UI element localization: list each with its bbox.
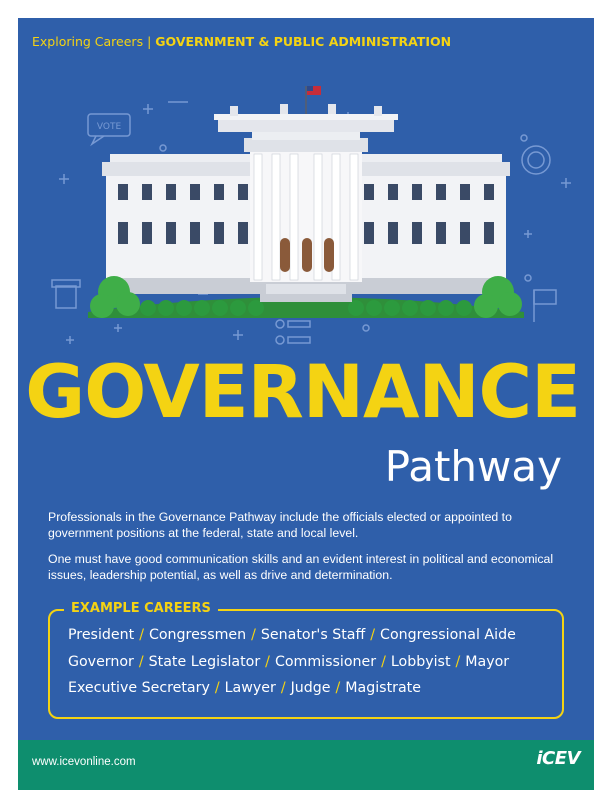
ballot-icon [276, 320, 310, 344]
career-separator: / [138, 654, 144, 670]
podium-icon [52, 280, 80, 308]
page-title: GOVERNANCE [25, 350, 580, 435]
footer-url-link[interactable]: www.icevonline.com [32, 756, 136, 768]
career-separator: / [335, 680, 341, 696]
career-separator: / [455, 654, 461, 670]
career-item: Mayor [465, 654, 510, 670]
career-item: President [68, 627, 135, 643]
career-item: Executive Secretary [68, 680, 210, 696]
career-item: State Legislator [148, 654, 261, 670]
career-separator: / [139, 627, 144, 643]
skills-paragraph: One must have good communication skills and an evident interest in political and economical issues, leadership potential, as well as drive and determination. [48, 552, 554, 582]
flag-icon [534, 290, 556, 322]
vote-sign-icon [88, 114, 130, 144]
career-item: Magistrate [345, 680, 421, 696]
header [32, 34, 451, 49]
icev-logo: iCEV [536, 748, 580, 769]
career-item: Senator's Staff [260, 627, 366, 643]
career-separator: / [370, 627, 376, 643]
white-house-illustration [18, 78, 594, 368]
career-item: Commissioner [274, 654, 377, 670]
career-separator: / [280, 680, 286, 696]
header-right: GOVERNMENT & PUBLIC ADMINISTRATION [155, 34, 452, 49]
career-separator: / [265, 654, 270, 670]
footer [18, 740, 594, 790]
career-item: Judge [290, 680, 331, 696]
career-item: Congressional Aide [380, 627, 516, 643]
career-item: Lobbyist [390, 654, 451, 670]
career-separator: / [214, 680, 220, 696]
career-item: Governor [68, 654, 134, 670]
career-separator: / [381, 654, 386, 670]
vote-sign-text: VOTE [96, 122, 122, 132]
careers-label: EXAMPLE CAREERS [64, 601, 218, 616]
page-subtitle: Pathway [384, 442, 562, 491]
seal-icon [522, 146, 550, 174]
career-line [68, 680, 421, 696]
career-line [68, 627, 516, 643]
career-line [68, 654, 509, 670]
career-item: Congressmen [148, 627, 247, 643]
intro-paragraph: Professionals in the Governance Pathway include the officials elected or appointed to government positions at the federal, state and local level. [48, 510, 512, 540]
header-left: Exploring Careers [32, 34, 144, 49]
career-separator: / [251, 627, 256, 643]
career-item: Lawyer [224, 680, 276, 696]
poster [18, 18, 594, 790]
header-separator: | [147, 34, 152, 49]
